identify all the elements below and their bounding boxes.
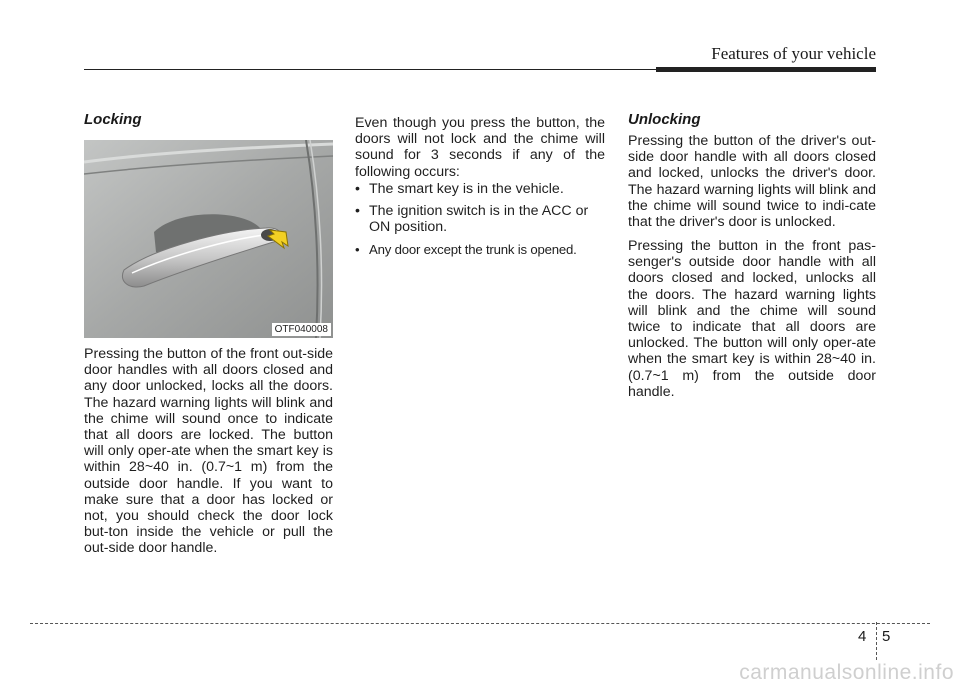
list-item (355, 181, 605, 197)
image-code-caption: OTF040008 (272, 323, 331, 336)
list-item (355, 242, 605, 258)
chapter-number: 4 (858, 628, 867, 645)
locking-heading: Locking (84, 111, 142, 128)
page-number: 5 (882, 628, 891, 645)
header-rule-thick (656, 67, 876, 72)
unlocking-heading: Unlocking (628, 111, 701, 128)
footer-dashed-rule (30, 623, 930, 624)
running-header-title: Features of your vehicle (711, 44, 876, 63)
door-handle-illustration (84, 140, 333, 338)
page-number-divider (876, 622, 877, 660)
lock-failure-paragraph: Even though you press the button, the doors will not lock and the chime will sound for 3 seconds if any of the following occurs: (355, 115, 605, 180)
list-item (355, 203, 605, 235)
bullet-icon: • (355, 241, 360, 257)
locking-paragraph: Pressing the button of the front out-side door handles with all doors closed and any door unlocked, locks all the doors. The hazard warning lights will blink and the chime will sound once to indicate that all doors are locked. The button will only oper-ate when the smart key is within 28~40 in. (0.7~1 m) from the outside door handle. If you want to make sure that a door has locked or not, you should check the door lock but-ton inside the vehicle or pull the out-side door handle. (84, 346, 333, 557)
header-rule-thin (84, 69, 660, 70)
door-handle-photo (84, 140, 333, 338)
list-item-text: The smart key is in the vehicle. (369, 181, 564, 197)
watermark: carmanualsonline.info (739, 661, 954, 684)
list-item-text: The ignition switch is in the ACC or ON position. (369, 203, 589, 236)
unlocking-paragraph-2: Pressing the button in the front pas-senger's outside door handle with all doors closed and locked, unlocks all the doors. The hazard warning lights will blink and the chime will sound twice to indicate that all doors are unlocked. The button will only oper-ate when the smart key is within 28~40 in. (0.7~1 m) from the outside door handle. (628, 238, 876, 400)
list-item-text: Any door except the trunk is opened. (369, 241, 577, 257)
lock-failure-conditions-list (355, 181, 605, 264)
bullet-icon: • (355, 203, 360, 220)
bullet-icon: • (355, 181, 360, 197)
unlocking-paragraph-1: Pressing the button of the driver's out-side door handle with all doors closed and locked, unlocks the driver's door. The hazard warning lights will blink and the chime will sound twice to indi-cate that the driver's door is unlocked. (628, 133, 876, 231)
